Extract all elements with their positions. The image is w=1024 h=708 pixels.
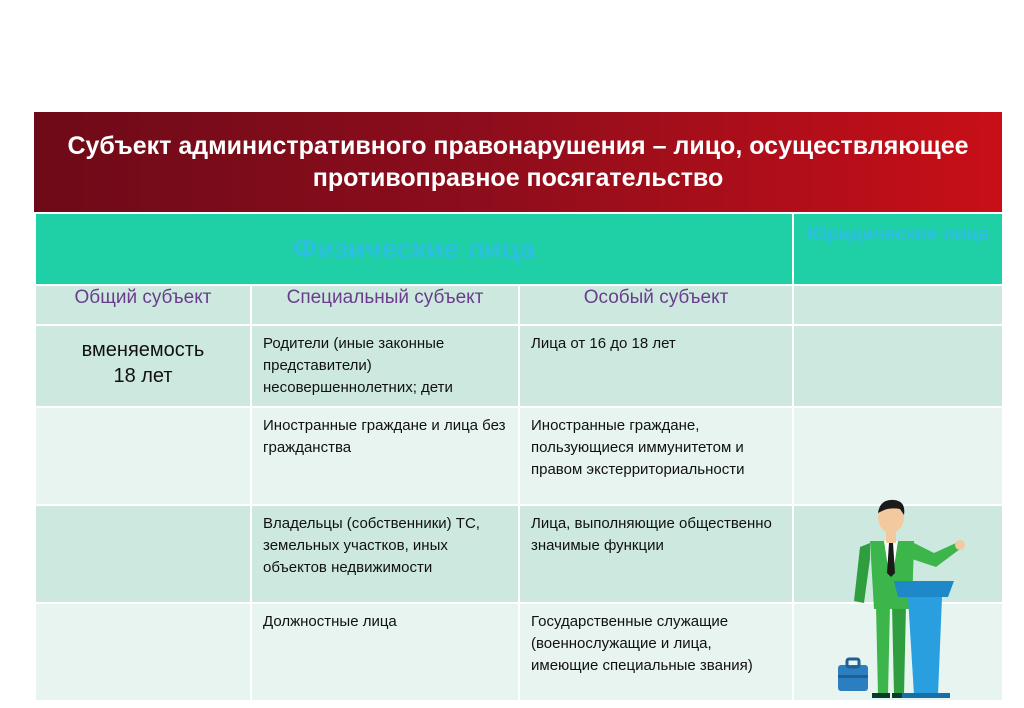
cell-special-text: Должностные лица (263, 613, 397, 630)
cell-general (35, 407, 251, 505)
subheader-row (35, 285, 1003, 325)
cell-general-text (37, 605, 249, 617)
cell-general-text (37, 507, 249, 519)
cell-special (251, 407, 519, 505)
cell-general-text: вменяемость 18 лет (81, 339, 205, 387)
speaker-at-podium-icon (838, 497, 970, 700)
cell-special-text: Иностранные граждане и лица без гражданства (263, 417, 506, 456)
table-row (35, 325, 1003, 407)
header-juridical: Юридические лица (793, 213, 1003, 285)
header-row (35, 213, 1003, 285)
subheader-particular: Особый субъект (519, 285, 793, 325)
cell-general (35, 603, 251, 701)
table-row (35, 407, 1003, 505)
cell-juridical-text (795, 409, 1001, 421)
cell-particular (519, 603, 793, 701)
cell-general-text (37, 409, 249, 421)
cell-juridical-text (795, 327, 1001, 339)
subheader-juridical (793, 285, 1003, 325)
title-banner (34, 112, 1002, 212)
cell-particular (519, 407, 793, 505)
cell-juridical (793, 407, 1003, 505)
subheader-general: Общий субъект (35, 285, 251, 325)
cell-special (251, 505, 519, 603)
cell-particular (519, 505, 793, 603)
header-physical: Физические лица (35, 213, 793, 285)
cell-particular-text: Государственные служащие (военнослужащие и лица, имеющие специальные звания) (531, 613, 753, 674)
cell-special (251, 603, 519, 701)
cell-general (35, 325, 251, 407)
cell-juridical (793, 325, 1003, 407)
cell-special-text: Владельцы (собственники) ТС, земельных участков, иных объектов недвижимости (263, 515, 480, 576)
slide-title: Субъект административного правонарушения – лицо, осуществляющее противоправное посягательство (67, 132, 969, 192)
subheader-special: Специальный субъект (251, 285, 519, 325)
cell-special-text: Родители (иные законные представители) несовершеннолетних; дети (263, 335, 453, 396)
cell-particular-text: Иностранные граждане, пользующиеся иммунитетом и правом экстерриториальности (531, 417, 745, 478)
cell-particular-text: Лица от 16 до 18 лет (531, 335, 676, 352)
cell-particular-text: Лица, выполняющие общественно значимые функции (531, 515, 772, 554)
briefcase-icon (838, 659, 868, 691)
cell-general (35, 505, 251, 603)
cell-particular (519, 325, 793, 407)
cell-special (251, 325, 519, 407)
